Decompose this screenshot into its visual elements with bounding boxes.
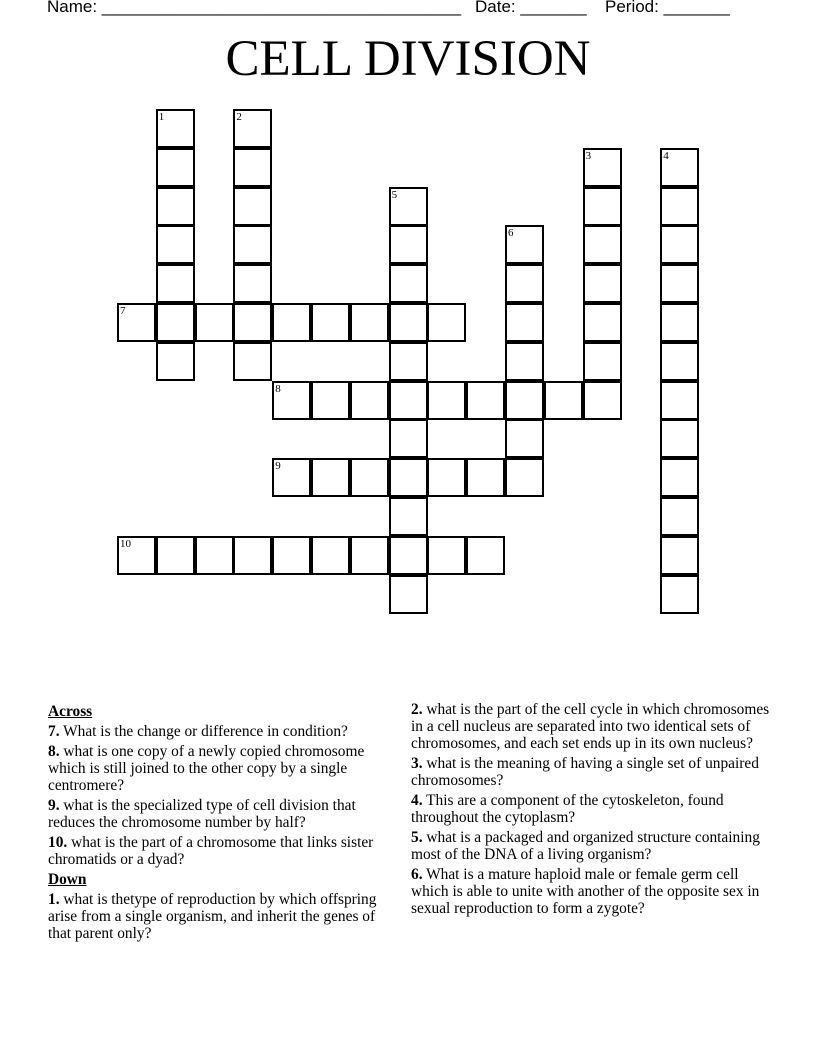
crossword-cell[interactable] [389, 342, 428, 381]
crossword-cell[interactable] [660, 342, 699, 381]
clue-number: 1 [158, 111, 165, 123]
clue-down-6: 6. What is a mature haploid male or female germ cell which is able to unite with another of the opposite sex in sexual reproduction to form a zygote? [411, 866, 760, 917]
name-field[interactable]: Name: ______________________________________ [47, 0, 462, 16]
crossword-cell[interactable] [583, 264, 622, 303]
crossword-cell[interactable] [660, 419, 699, 458]
crossword-cell[interactable] [660, 536, 699, 575]
clue-number: 7 [120, 305, 126, 317]
page-title: CELL DIVISION [225, 31, 591, 87]
clue-across-7: 7. What is the change or difference in condition? [48, 723, 348, 740]
crossword-cell[interactable] [233, 187, 272, 226]
crossword-cell[interactable] [544, 381, 583, 420]
clue-down-1: 1. what is thetype of reproduction by which offspring arise from a single organism, and inherit the genes of that parent only? [48, 891, 377, 942]
crossword-cell[interactable] [466, 381, 505, 420]
clue-down-3: 3. what is the meaning of having a single set of unpaired chromosomes? [411, 755, 759, 789]
crossword-cell[interactable] [389, 187, 428, 226]
crossword-cell[interactable] [660, 575, 699, 614]
crossword-cell[interactable] [505, 381, 544, 420]
crossword-cell[interactable] [505, 419, 544, 458]
crossword-cell[interactable] [505, 342, 544, 381]
crossword-cell[interactable] [427, 458, 466, 497]
crossword-cell[interactable] [660, 303, 699, 342]
crossword-cell[interactable] [660, 264, 699, 303]
clue-across-8: 8. what is one copy of a newly copied chromosome which is still joined to the other copy by a single centromere? [48, 743, 365, 794]
date-field[interactable]: Date: _______ [475, 0, 587, 16]
crossword-cell[interactable] [233, 536, 272, 575]
crossword-cell[interactable] [117, 303, 156, 342]
crossword-cell[interactable] [233, 264, 272, 303]
clue-number: 2 [236, 111, 242, 123]
crossword-cell[interactable] [272, 381, 311, 420]
crossword-cell[interactable] [311, 381, 350, 420]
crossword-cell[interactable] [156, 264, 195, 303]
crossword-cell[interactable] [660, 225, 699, 264]
crossword-cell[interactable] [156, 303, 195, 342]
crossword-cell[interactable] [156, 187, 195, 226]
crossword-cell[interactable] [156, 225, 195, 264]
clue-number: 8 [275, 382, 281, 395]
crossword-cell[interactable] [156, 342, 195, 381]
crossword-cell[interactable] [389, 536, 428, 575]
crossword-cell[interactable] [233, 303, 272, 342]
crossword-cell[interactable] [195, 536, 234, 575]
crossword-cell[interactable] [505, 225, 544, 264]
crossword-cell[interactable] [660, 381, 699, 420]
crossword-cell[interactable] [311, 536, 350, 575]
crossword-cell[interactable] [389, 458, 428, 497]
crossword-cell[interactable] [583, 303, 622, 342]
crossword-cell[interactable] [195, 303, 234, 342]
clues-left-column [48, 701, 398, 945]
crossword-cell[interactable] [389, 419, 428, 458]
crossword-cell[interactable] [233, 148, 272, 187]
clue-number: 4 [663, 149, 669, 162]
crossword-cell[interactable] [389, 303, 428, 342]
clue-number: 6 [508, 227, 514, 240]
crossword-cell[interactable] [233, 342, 272, 381]
clue-number: 5 [391, 188, 398, 201]
crossword-cell[interactable] [505, 303, 544, 342]
crossword-cell[interactable] [389, 381, 428, 420]
crossword-cell[interactable] [272, 458, 311, 497]
crossword-cell[interactable] [350, 303, 389, 342]
crossword-cell[interactable] [156, 536, 195, 575]
crossword-cell[interactable] [272, 536, 311, 575]
clue-down-4: 4. This are a component of the cytoskeleton, found throughout the cytoplasm? [411, 792, 724, 826]
crossword-cell[interactable] [350, 458, 389, 497]
across-heading: Across [48, 703, 93, 720]
crossword-cell[interactable] [466, 458, 505, 497]
clue-number: 3 [585, 149, 592, 162]
crossword-cell[interactable] [389, 575, 428, 614]
crossword-cell[interactable] [660, 148, 699, 187]
crossword-cell[interactable] [311, 303, 350, 342]
crossword-cell[interactable] [583, 225, 622, 264]
crossword-cell[interactable] [233, 225, 272, 264]
crossword-cell[interactable] [660, 497, 699, 536]
crossword-cell[interactable] [583, 148, 622, 187]
crossword-cell[interactable] [660, 458, 699, 497]
clue-number: 9 [275, 460, 281, 473]
crossword-cell[interactable] [389, 497, 428, 536]
crossword-cell[interactable] [427, 381, 466, 420]
crossword-cell[interactable] [272, 303, 311, 342]
crossword-cell[interactable] [660, 187, 699, 226]
crossword-cell[interactable] [583, 381, 622, 420]
crossword-cell[interactable] [427, 303, 466, 342]
crossword-cell[interactable] [466, 536, 505, 575]
crossword-cell[interactable] [427, 536, 466, 575]
crossword-cell[interactable] [583, 187, 622, 226]
crossword-cell[interactable] [311, 458, 350, 497]
period-field[interactable]: Period: _______ [605, 0, 730, 16]
crossword-cell[interactable] [233, 109, 272, 148]
down-heading: Down [48, 871, 87, 888]
crossword-cell[interactable] [156, 109, 195, 148]
clue-down-2: 2. what is the part of the cell cycle in which chromosomes in a cell nucleus are separated into two identical sets of chromosomes, and each set ends up in its own nucleus? [411, 701, 770, 752]
crossword-cell[interactable] [505, 458, 544, 497]
clue-down-5: 5. what is a packaged and organized structure containing most of the DNA of a living organism? [411, 829, 760, 863]
crossword-cell[interactable] [350, 536, 389, 575]
crossword-cell[interactable] [583, 342, 622, 381]
clue-number: 10 [120, 537, 131, 550]
crossword-cell[interactable] [505, 264, 544, 303]
crossword-cell[interactable] [156, 148, 195, 187]
clue-across-10: 10. what is the part of a chromosome that links sister chromatids or a dyad? [48, 834, 374, 868]
crossword-cell[interactable] [389, 225, 428, 264]
crossword-cell[interactable] [389, 264, 428, 303]
clues-right-column [411, 701, 771, 920]
crossword-cell[interactable] [117, 536, 156, 575]
clue-across-9: 9. what is the specialized type of cell division that reduces the chromosome number by half? [48, 797, 356, 831]
crossword-cell[interactable] [350, 381, 389, 420]
